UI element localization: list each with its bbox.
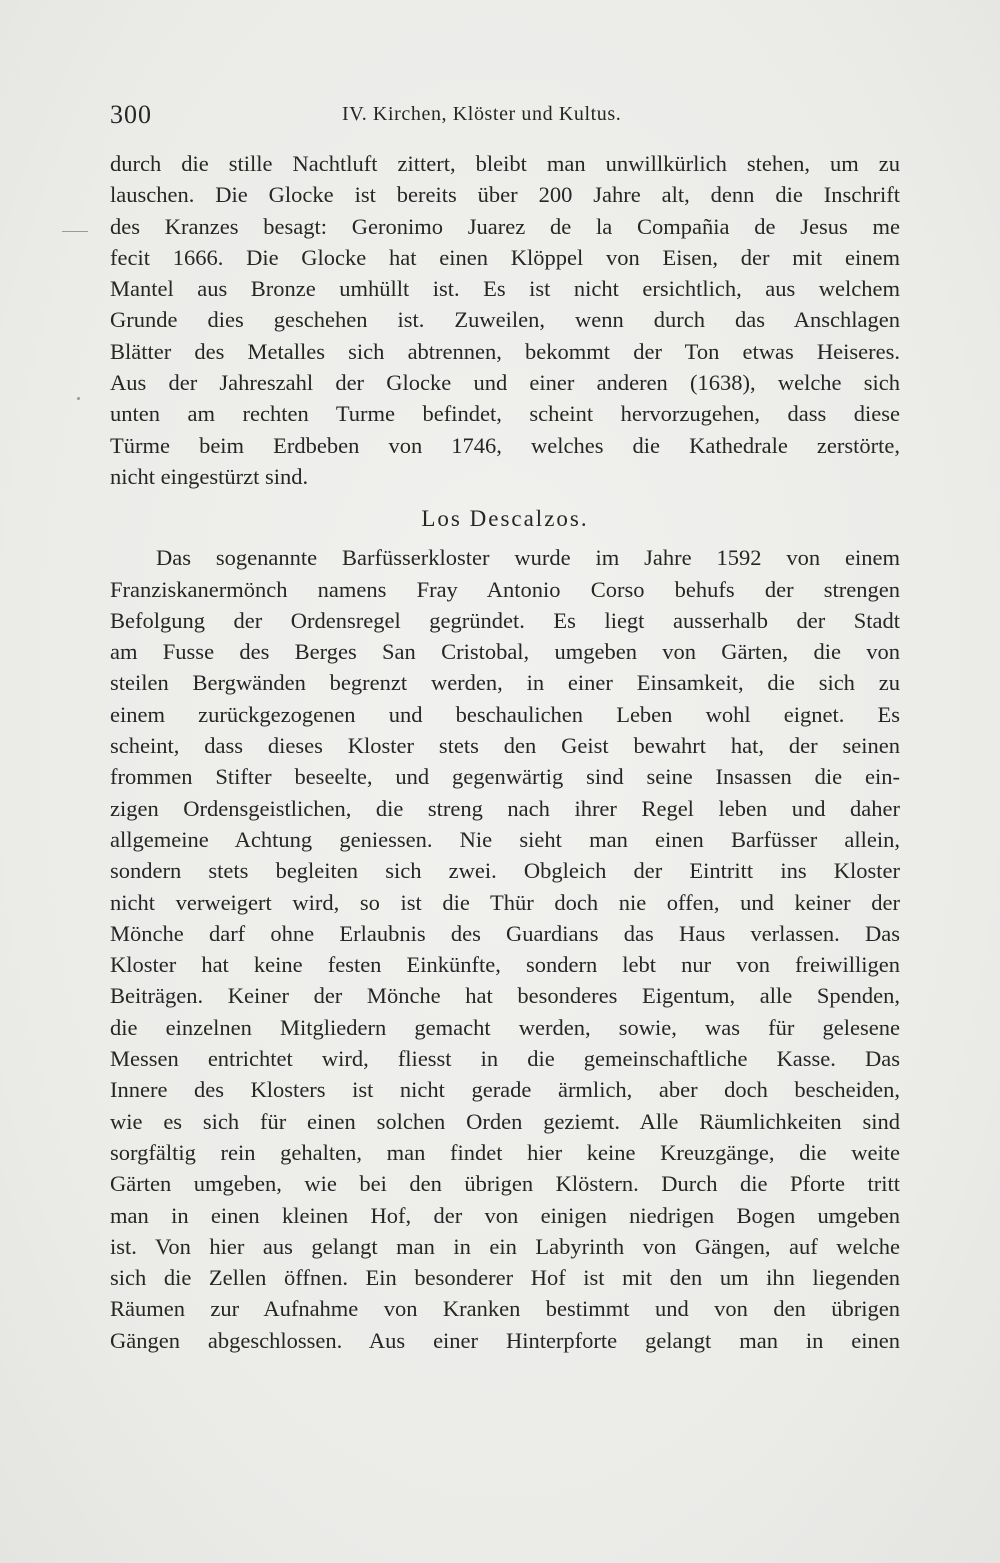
text-line: Türme beim Erdbeben von 1746, welches die Kathedrale zerstörte,	[110, 432, 900, 458]
text-line: sich die Zellen öffnen. Ein besonderer Hof ist mit den um ihn liegenden	[110, 1265, 900, 1291]
text-line: die einzelnen Mitgliedern gemacht werden, sowie, was für gelesene	[110, 1014, 900, 1040]
text-line: Räumen zur Aufnahme von Kranken bestimmt und von den übrigen	[110, 1296, 900, 1322]
text-line: scheint, dass dieses Kloster stets den Geist bewahrt hat, der seinen	[110, 733, 900, 759]
paragraph-descalzos	[110, 542, 900, 1356]
text-line: Das sogenannte Barfüsserkloster wurde im Jahre 1592 von einem	[156, 545, 900, 571]
text-line: Aus der Jahreszahl der Glocke und einer anderen (1638), welche sich	[110, 370, 900, 396]
section-heading: Los Descalzos.	[421, 506, 589, 532]
text-line: Blätter des Metalles sich abtrennen, bekommt der Ton etwas Heiseres.	[110, 338, 900, 364]
text-line: frommen Stifter beseelte, und gegenwärtig sind seine Insassen die ein-	[110, 764, 900, 790]
running-title: IV. Kirchen, Klöster und Kultus.	[342, 103, 622, 125]
text-line: sorgfältig rein gehalten, man findet hier keine Kreuzgänge, die weite	[110, 1139, 900, 1165]
text-line: nicht verweigert wird, so ist die Thür doch nie offen, und keiner der	[110, 889, 900, 915]
text-line: Befolgung der Ordensregel gegründet. Es liegt ausserhalb der Stadt	[110, 607, 900, 633]
text-line: Innere des Klosters ist nicht gerade ärmlich, aber doch bescheiden,	[110, 1077, 900, 1103]
text-line: zigen Ordensgeistlichen, die streng nach ihrer Regel leben und daher	[110, 795, 900, 821]
text-line: Grunde dies geschehen ist. Zuweilen, wenn durch das Anschlagen	[110, 307, 900, 333]
text-line: allgemeine Achtung geniessen. Nie sieht man einen Barfüsser allein,	[110, 826, 900, 852]
running-head	[110, 100, 898, 132]
text-line: unten am rechten Turme befindet, scheint hervorzugehen, dass diese	[110, 401, 900, 427]
paragraph-bell	[110, 148, 900, 492]
text-line: am Fusse des Berges San Cristobal, umgeben von Gärten, die von	[110, 639, 900, 665]
text-line: nicht eingestürzt sind.	[110, 463, 309, 489]
text-line: lauschen. Die Glocke ist bereits über 200 Jahre alt, denn die Inschrift	[110, 182, 900, 208]
body-text	[110, 148, 900, 1356]
text-line: man in einen kleinen Hof, der von einigen niedrigen Bogen umgeben	[110, 1202, 900, 1228]
text-line: einem zurückgezogenen und beschaulichen Leben wohl eignet. Es	[110, 701, 900, 727]
text-line: Mönche darf ohne Erlaubnis des Guardians das Haus verlassen. Das	[110, 920, 900, 946]
text-line: ist. Von hier aus gelangt man in ein Labyrinth von Gängen, auf welche	[110, 1233, 900, 1259]
text-line: Messen entrichtet wird, fliesst in die gemeinschaftliche Kasse. Das	[110, 1046, 900, 1072]
margin-dash-mark	[62, 231, 88, 232]
text-line: Mantel aus Bronze umhüllt ist. Es ist nicht ersichtlich, aus welchem	[110, 276, 900, 302]
text-line: sondern stets begleiten sich zwei. Obgleich der Eintritt ins Kloster	[110, 858, 900, 884]
page-number: 300	[110, 100, 152, 129]
text-line: Kloster hat keine festen Einkünfte, sondern lebt nur von freiwilligen	[110, 952, 900, 978]
text-line: Gängen abgeschlossen. Aus einer Hinterpforte gelangt man in einen	[110, 1327, 900, 1353]
margin-dot-mark	[77, 397, 80, 400]
text-line: des Kranzes besagt: Geronimo Juarez de la Compañia de Jesus me	[110, 213, 900, 239]
text-line: Gärten umgeben, wie bei den übrigen Klöstern. Durch die Pforte tritt	[110, 1171, 900, 1197]
text-line: fecit 1666. Die Glocke hat einen Klöppel von Eisen, der mit einem	[110, 244, 900, 270]
text-line: Franziskanermönch namens Fray Antonio Corso behufs der strengen	[110, 576, 900, 602]
text-line: durch die stille Nachtluft zittert, bleibt man unwillkürlich stehen, um zu	[110, 151, 900, 176]
text-line: wie es sich für einen solchen Orden geziemt. Alle Räumlichkeiten sind	[110, 1108, 900, 1134]
text-line: steilen Bergwänden begrenzt werden, in einer Einsamkeit, die sich zu	[110, 670, 900, 696]
text-line: Beiträgen. Keiner der Mönche hat besonderes Eigentum, alle Spenden,	[110, 983, 900, 1009]
